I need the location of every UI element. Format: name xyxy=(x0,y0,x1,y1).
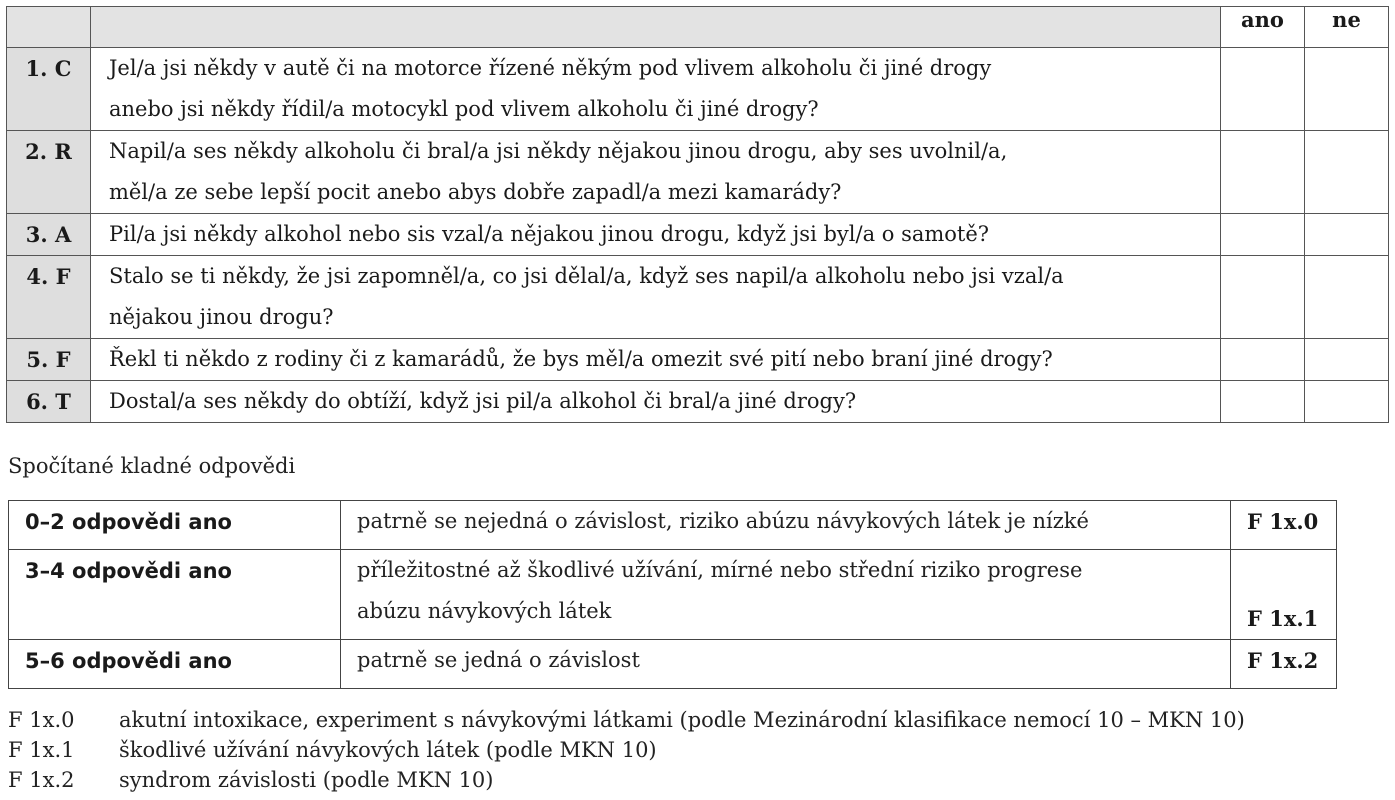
question-line: nějakou jinou drogu? xyxy=(109,305,334,329)
question-text xyxy=(91,375,1220,422)
question-text xyxy=(91,250,1220,338)
scoring-description xyxy=(341,501,1231,550)
scoring-line: abúzu návykových látek xyxy=(357,599,612,623)
scoring-code: F 1x.1 xyxy=(1231,550,1337,640)
legend-item xyxy=(8,708,1245,732)
question-line: Pil/a jsi někdy alkohol nebo sis vzal/a nějakou jinou drogu, když jsi byl/a o samotě? xyxy=(109,222,990,246)
questionnaire-table xyxy=(6,6,1389,423)
legend-code: F 1x.0 xyxy=(8,708,75,732)
question-number: 2. R xyxy=(7,131,91,214)
answer-yes-cell[interactable] xyxy=(1221,339,1305,381)
legend-item xyxy=(8,768,493,792)
question-row xyxy=(7,381,1389,423)
legend-text: syndrom závislosti (podle MKN 10) xyxy=(119,768,494,792)
question-number: 6. T xyxy=(7,381,91,423)
answer-no-cell[interactable] xyxy=(1305,131,1389,214)
question-line: Řekl ti někdo z rodiny či z kamarádů, že bys měl/a omezit své pití nebo braní jiné drogy? xyxy=(109,347,1053,371)
answer-no-cell[interactable] xyxy=(1305,256,1389,339)
question-number: 3. A xyxy=(7,214,91,256)
legend-text: škodlivé užívání návykových látek (podle MKN 10) xyxy=(119,738,657,762)
answer-yes-cell[interactable] xyxy=(1221,381,1305,423)
question-line: Napil/a ses někdy alkoholu či bral/a jsi někdy nějakou jinou drogu, aby ses uvolnil/a, xyxy=(109,139,1008,163)
question-line: Stalo se ti někdy, že jsi zapomněl/a, co jsi dělal/a, když ses napil/a alkoholu nebo jsi vzal/a xyxy=(109,264,1064,288)
scoring-row xyxy=(9,550,1337,640)
question-text xyxy=(91,333,1220,380)
question-number: 4. F xyxy=(7,256,91,339)
answer-no-cell[interactable] xyxy=(1305,339,1389,381)
question-text xyxy=(91,125,1220,213)
scoring-code: F 1x.2 xyxy=(1231,640,1337,689)
scoring-row xyxy=(9,640,1337,689)
question-row xyxy=(7,48,1389,131)
question-text xyxy=(91,42,1220,130)
question-line: anebo jsi někdy řídil/a motocykl pod vlivem alkoholu či jiné drogy? xyxy=(109,97,819,121)
answer-yes-cell[interactable] xyxy=(1221,214,1305,256)
legend-code: F 1x.2 xyxy=(8,768,75,792)
scoring-row xyxy=(9,501,1337,550)
question-line: měl/a ze sebe lepší pocit anebo abys dobře zapadl/a mezi kamarády? xyxy=(109,180,842,204)
scoring-range: 3–4 odpovědi ano xyxy=(9,550,341,640)
answer-no-cell[interactable] xyxy=(1305,381,1389,423)
scoring-code: F 1x.0 xyxy=(1231,501,1337,550)
question-number: 1. C xyxy=(7,48,91,131)
scoring-line: příležitostné až škodlivé užívání, mírné nebo střední riziko progrese xyxy=(357,558,1083,582)
question-line: Jel/a jsi někdy v autě či na motorce řízené někým pod vlivem alkoholu či jiné drogy xyxy=(109,56,992,80)
scoring-line: patrně se jedná o závislost xyxy=(357,648,640,672)
question-text xyxy=(91,208,1220,255)
answer-yes-cell[interactable] xyxy=(1221,48,1305,131)
scoring-table xyxy=(8,500,1337,689)
question-row xyxy=(7,131,1389,214)
scoring-line: patrně se nejedná o závislost, riziko abúzu návykových látek je nízké xyxy=(357,509,1089,533)
answer-yes-cell[interactable] xyxy=(1221,131,1305,214)
scoring-heading: Spočítané kladné odpovědi xyxy=(8,454,296,478)
legend-text: akutní intoxikace, experiment s návykovými látkami (podle Mezinárodní klasifikace nemocí 10 – MKN 10) xyxy=(119,708,1245,732)
scoring-description xyxy=(341,550,1231,640)
scoring-description xyxy=(341,640,1231,689)
header-number-cell xyxy=(7,7,91,48)
answer-no-cell[interactable] xyxy=(1305,48,1389,131)
scoring-range: 5–6 odpovědi ano xyxy=(9,640,341,689)
header-no: ne xyxy=(1305,7,1389,48)
question-number: 5. F xyxy=(7,339,91,381)
scoring-range: 0–2 odpovědi ano xyxy=(9,501,341,550)
legend-item xyxy=(8,738,657,762)
question-line: Dostal/a ses někdy do obtíží, když jsi pil/a alkohol či bral/a jiné drogy? xyxy=(109,389,857,413)
header-yes: ano xyxy=(1221,7,1305,48)
question-row xyxy=(7,256,1389,339)
answer-no-cell[interactable] xyxy=(1305,214,1389,256)
legend-code: F 1x.1 xyxy=(8,738,75,762)
answer-yes-cell[interactable] xyxy=(1221,256,1305,339)
